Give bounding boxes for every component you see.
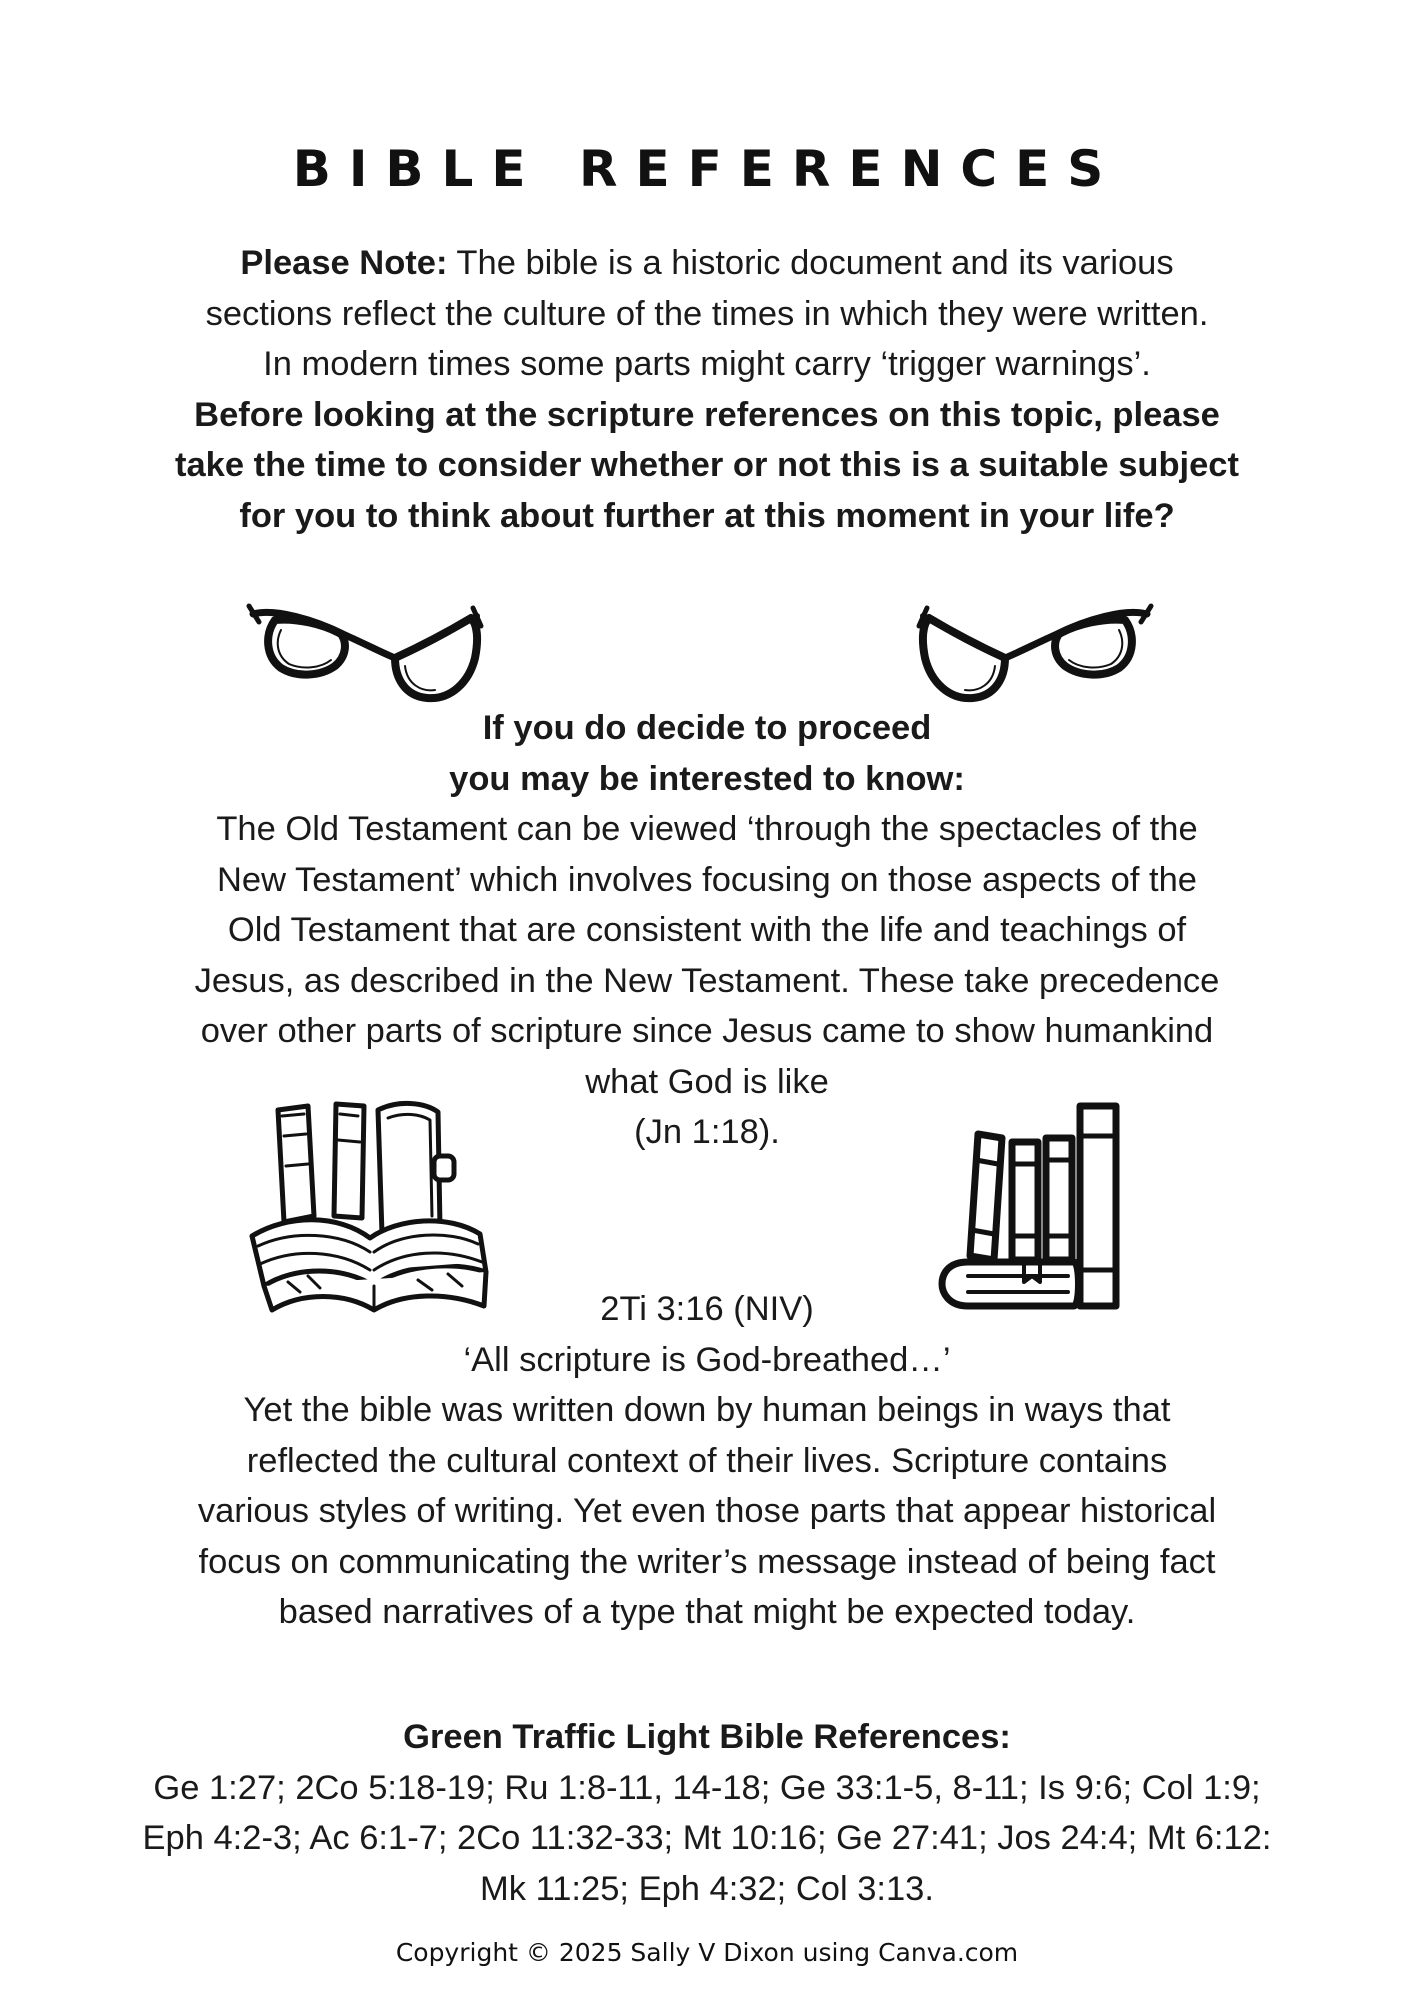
scripture-line: reflected the cultural context of their lives. Scripture contains — [246, 1441, 1168, 1480]
proceed-line: what God is like — [585, 1062, 829, 1101]
note-warning-3: for you to think about further at this moment in your life? — [239, 496, 1175, 535]
proceed-line: Old Testament that are consistent with the life and teachings of — [227, 911, 1187, 949]
scripture-line: Yet the bible was written down by human beings in ways that — [243, 1391, 1171, 1429]
glasses-left-icon — [245, 586, 485, 706]
page-title: BIBLE REFERENCES — [292, 140, 1122, 198]
scripture-line: various styles of writing. Yet even those parts that appear historical — [197, 1492, 1217, 1530]
scripture-line: focus on communicating the writer’s message instead of being fact — [198, 1542, 1216, 1581]
copyright-footer: Copyright © 2025 Sally V Dixon using Canva.com — [395, 1938, 1019, 1967]
glasses-right-icon — [915, 586, 1155, 706]
note-line-3: In modern times some parts might carry ‘trigger warnings’. — [263, 345, 1151, 383]
reference-line: Ge 1:27; 2Co 5:18-19; Ru 1:8-11, 14-18; Ge 33:1-5, 8-11; Is 9:6; Col 1:9; — [153, 1768, 1261, 1807]
proceed-section — [100, 703, 1314, 1107]
reference-line: Eph 4:2-3; Ac 6:1-7; 2Co 11:32-33; Mt 10:16; Ge 27:41; Jos 24:4; Mt 6:12: — [142, 1819, 1272, 1857]
green-heading: Green Traffic Light Bible References: — [403, 1718, 1011, 1756]
green-references-section — [100, 1712, 1314, 1914]
proceed-line: The Old Testament can be viewed ‘through the spectacles of the — [216, 810, 1198, 848]
note-warning-1: Before looking at the scripture references on this topic, please — [194, 395, 1220, 434]
proceed-line: Jesus, as described in the New Testament. These take precedence — [194, 961, 1220, 1000]
proceed-heading-1: If you do decide to proceed — [482, 709, 932, 747]
proceed-line: over other parts of scripture since Jesus came to show humankind — [200, 1012, 1214, 1050]
citation: (Jn 1:18). — [634, 1113, 780, 1151]
proceed-heading-2: you may be interested to know: — [449, 759, 965, 798]
note-text-1: The bible is a historic document and its various — [447, 244, 1174, 282]
reference-line: Mk 11:25; Eph 4:32; Col 3:13. — [480, 1869, 934, 1908]
proceed-line: New Testament’ which involves focusing on those aspects of the — [217, 860, 1197, 899]
note-line-1 — [100, 238, 1314, 289]
scripture-section — [100, 1284, 1314, 1638]
scripture-line: based narratives of a type that might be expected today. — [278, 1593, 1136, 1631]
note-warning-2: take the time to consider whether or not this is a suitable subject — [175, 446, 1239, 484]
scripture-reference: 2Ti 3:16 (NIV) — [600, 1290, 814, 1328]
scripture-quote: ‘All scripture is God-breathed…’ — [463, 1340, 951, 1379]
note-label: Please Note: — [240, 244, 448, 282]
note-line-2: sections reflect the culture of the times in which they were written. — [205, 294, 1209, 333]
please-note-section — [100, 238, 1314, 541]
